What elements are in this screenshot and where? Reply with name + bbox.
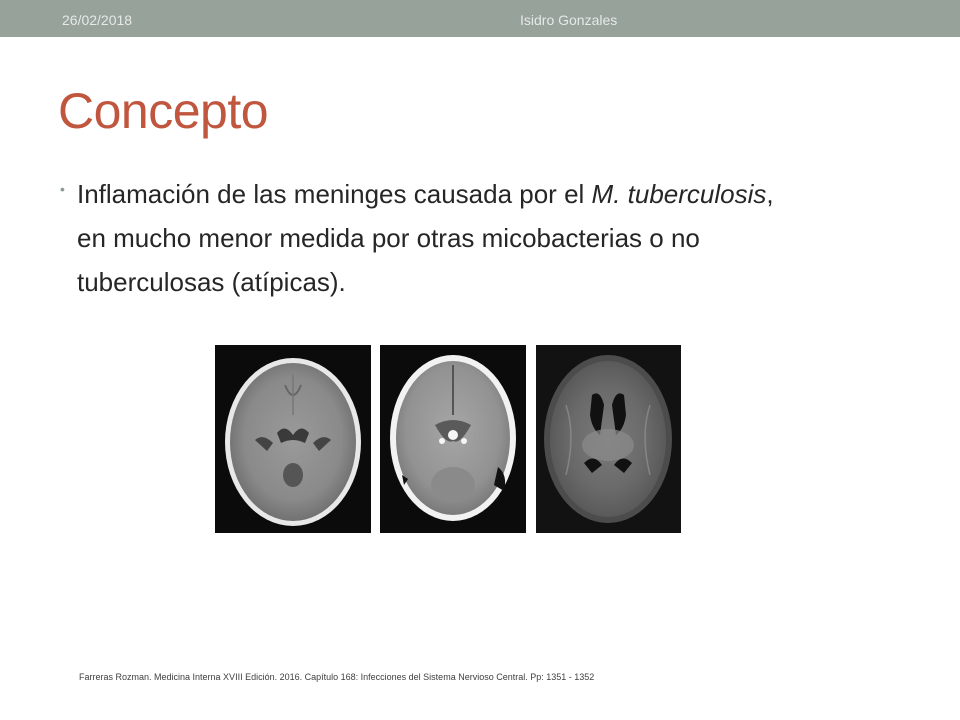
bullet-item	[60, 172, 800, 304]
header-date: 26/02/2018	[62, 12, 133, 28]
bullet-text-part1: Inflamación de las meninges causada por el	[77, 179, 592, 209]
mri-scan-icon	[536, 345, 681, 533]
citation-text: Farreras Rozman. Medicina Interna XVIII Edición. 2016. Capítulo 168: Infecciones del Sistema Nervioso Central. Pp: 1351 - 1352	[79, 672, 595, 682]
ct-scan-2-icon	[380, 345, 526, 533]
header-author: Isidro Gonzales	[520, 12, 618, 28]
header-bar	[0, 0, 960, 37]
slide-title: Concepto	[58, 83, 269, 139]
bullet-text	[77, 172, 800, 304]
bullet-text-italic: M. tuberculosis	[591, 179, 767, 209]
bullet-text-part2: , en mucho menor medida por otras micobacterias o no tuberculosas (atípicas).	[77, 179, 774, 297]
ct-scan-1-icon	[215, 345, 371, 533]
bullet-dot-icon: •	[60, 181, 65, 197]
